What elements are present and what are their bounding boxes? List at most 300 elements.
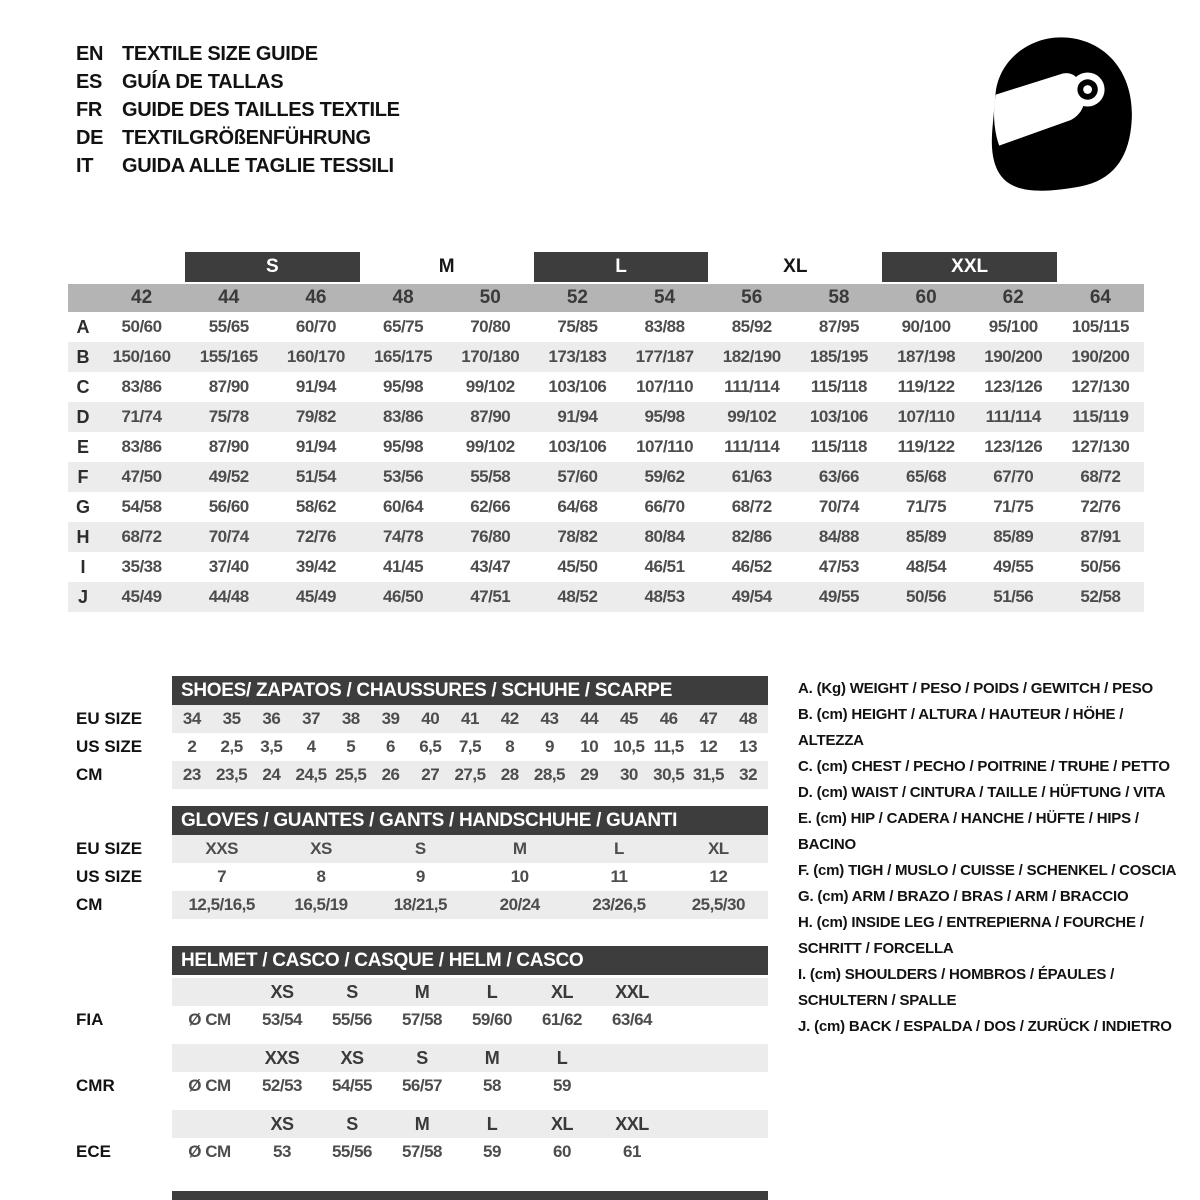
cutoff-section-bar xyxy=(172,1191,768,1200)
helmet-value-cell: 59/60 xyxy=(471,1010,513,1029)
size-cell: 68/72 xyxy=(731,497,772,516)
size-row-D xyxy=(68,402,1144,432)
size-cell: 190/200 xyxy=(1071,347,1130,366)
size-cell: 75/78 xyxy=(208,407,249,426)
size-cell: 49/52 xyxy=(208,467,249,486)
helmet-standard-label: ECE xyxy=(76,1142,111,1161)
shoes-cell: 3,5 xyxy=(260,737,283,756)
shoes-cell: 46 xyxy=(659,709,678,728)
gloves-row-label: US SIZE xyxy=(76,867,143,886)
row-letter: I xyxy=(80,556,86,577)
gloves-cell: 10 xyxy=(510,867,529,886)
shoes-cell: 36 xyxy=(262,709,281,728)
shoes-section-header: SHOES/ ZAPATOS / CHAUSSURES / SCHUHE / SCARPE xyxy=(172,676,768,705)
size-cell: 49/55 xyxy=(993,557,1034,576)
size-cell: 165/175 xyxy=(374,347,433,366)
size-cell: 115/118 xyxy=(810,437,867,456)
size-cell: 55/58 xyxy=(470,467,511,486)
gloves-row-label: EU SIZE xyxy=(76,839,143,858)
row-letter: E xyxy=(76,436,89,457)
helmet-size-label: S xyxy=(346,1113,358,1134)
diameter-label: Ø CM xyxy=(188,1010,231,1029)
helmet-size-label: S xyxy=(416,1047,428,1068)
gloves-row-0 xyxy=(172,835,768,863)
helmet-value-cell: 59 xyxy=(483,1142,501,1161)
helmet-size-label: M xyxy=(414,981,430,1002)
helmet-value-cell: 57/58 xyxy=(401,1142,443,1161)
size-cell: 60/64 xyxy=(383,497,424,516)
helmet-size-label: M xyxy=(484,1047,500,1068)
diameter-label: Ø CM xyxy=(188,1076,231,1095)
language-title: GUÍA DE TALLAS xyxy=(122,70,284,93)
column-header: 54 xyxy=(654,287,676,308)
size-cell: 46/51 xyxy=(644,557,685,576)
language-code: DE xyxy=(76,126,104,149)
gloves-cell: XXS xyxy=(205,839,238,858)
shoes-row-1 xyxy=(172,733,768,761)
shoes-cell: 37 xyxy=(302,709,321,728)
size-cell: 49/55 xyxy=(818,587,859,606)
helmet-value-cell: 61/62 xyxy=(541,1010,583,1029)
size-cell: 67/70 xyxy=(993,467,1034,486)
size-cell: 80/84 xyxy=(644,527,685,546)
helmet-value-cell: 53 xyxy=(273,1142,291,1161)
shoes-cell: 42 xyxy=(500,709,519,728)
shoes-cell: 40 xyxy=(421,709,440,728)
shoes-row-0 xyxy=(172,705,768,733)
helmet-values-row-fia xyxy=(172,1006,768,1034)
row-letter: F xyxy=(77,466,89,487)
size-cell: 66/70 xyxy=(644,497,685,516)
shoes-cell: 13 xyxy=(739,737,758,756)
helmet-size-label: XXL xyxy=(615,1113,649,1134)
language-title: GUIDA ALLE TAGLIE TESSILI xyxy=(122,154,394,177)
size-cell: 59/62 xyxy=(644,467,685,486)
shoes-cell: 11,5 xyxy=(653,737,684,756)
size-cell: 119/122 xyxy=(897,377,955,396)
language-row xyxy=(76,96,400,124)
size-cell: 45/49 xyxy=(121,587,162,606)
size-cell: 177/187 xyxy=(635,347,694,366)
size-cell: 39/42 xyxy=(295,557,336,576)
size-cell: 91/94 xyxy=(557,407,598,426)
shoes-cell: 27,5 xyxy=(454,765,486,784)
helmet-size-label: XS xyxy=(270,1113,294,1134)
size-cell: 182/190 xyxy=(722,347,781,366)
size-cell: 83/88 xyxy=(644,317,685,336)
measurement-rows xyxy=(68,312,1144,612)
size-cell: 75/85 xyxy=(557,317,598,336)
shoes-cell: 2 xyxy=(187,737,197,756)
helmet-size-label: XXS xyxy=(264,1047,300,1068)
size-cell: 68/72 xyxy=(121,527,162,546)
shoes-cell: 23 xyxy=(182,765,201,784)
size-cell: 99/102 xyxy=(465,377,515,396)
size-cell: 160/170 xyxy=(286,347,345,366)
helmet-value-cell: 56/57 xyxy=(401,1076,443,1095)
size-cell: 44/48 xyxy=(208,587,249,606)
helmet-value-cell: 53/54 xyxy=(261,1010,303,1029)
shoes-cell: 4 xyxy=(306,737,316,756)
shoes-cell: 39 xyxy=(381,709,400,728)
size-cell: 111/114 xyxy=(724,437,780,456)
legend-item: H. (cm) INSIDE LEG / ENTREPIERNA / FOURCHE / SCHRITT / FORCELLA xyxy=(798,914,1144,957)
size-cell: 62/66 xyxy=(470,497,511,516)
size-cell: 56/60 xyxy=(208,497,249,516)
size-row-G xyxy=(68,492,1144,522)
size-cell: 85/89 xyxy=(906,527,947,546)
size-cell: 35/38 xyxy=(121,557,162,576)
shoes-cell: 6,5 xyxy=(419,737,442,756)
size-row-I xyxy=(68,552,1144,582)
shoes-cell: 48 xyxy=(739,709,758,728)
size-cell: 49/54 xyxy=(731,587,772,606)
size-cell: 99/102 xyxy=(465,437,515,456)
size-cell: 87/95 xyxy=(818,317,859,336)
size-cell: 61/63 xyxy=(731,467,772,486)
gloves-cell: S xyxy=(414,839,426,858)
size-cell: 85/89 xyxy=(993,527,1034,546)
size-cell: 71/75 xyxy=(906,497,947,516)
size-cell: 84/88 xyxy=(818,527,859,546)
size-cell: 52/58 xyxy=(1080,587,1121,606)
helmet-size-label: S xyxy=(346,981,358,1002)
gloves-cell: 18/21,5 xyxy=(393,895,447,914)
size-cell: 105/115 xyxy=(1071,317,1129,336)
shoes-cell: 44 xyxy=(580,709,599,728)
column-header: 56 xyxy=(741,287,763,308)
shoes-cell: 25,5 xyxy=(335,765,367,784)
size-row-A xyxy=(68,312,1144,342)
row-letter: D xyxy=(76,406,90,427)
column-header: 62 xyxy=(1002,287,1024,308)
size-cell: 87/91 xyxy=(1080,527,1121,546)
helmet-values-row-cmr xyxy=(172,1072,768,1100)
column-header: 46 xyxy=(305,287,327,308)
size-cell: 45/49 xyxy=(295,587,336,606)
size-cell: 48/53 xyxy=(644,587,685,606)
size-cell: 48/54 xyxy=(906,557,947,576)
size-row-C xyxy=(68,372,1144,402)
helmet-value-cell: 55/56 xyxy=(331,1142,373,1161)
size-cell: 47/51 xyxy=(470,587,511,606)
size-cell: 47/53 xyxy=(818,557,859,576)
language-code: ES xyxy=(76,70,103,93)
size-cell: 99/102 xyxy=(727,407,777,426)
language-title-list xyxy=(76,40,400,180)
column-header: 42 xyxy=(131,287,153,308)
racing-helmet-icon xyxy=(972,30,1142,200)
size-cell: 87/90 xyxy=(470,407,511,426)
size-group-header xyxy=(68,252,1144,282)
size-cell: 90/100 xyxy=(901,317,951,336)
helmet-size-label: XS xyxy=(270,981,294,1002)
size-row-J xyxy=(68,582,1144,612)
shoes-cell: 38 xyxy=(341,709,360,728)
row-letter: C xyxy=(76,376,90,397)
helmet-sizes-row-cmr xyxy=(172,1044,768,1072)
gloves-cell: 11 xyxy=(610,867,628,886)
size-cell: 127/130 xyxy=(1071,377,1130,396)
helmet-size-label: L xyxy=(486,1113,498,1134)
gloves-cell: 7 xyxy=(217,867,227,886)
language-row xyxy=(76,152,400,180)
legend-item: I. (cm) SHOULDERS / HOMBROS / ÉPAULES / SCHULTERN / SPALLE xyxy=(798,966,1115,1009)
size-cell: 51/54 xyxy=(295,467,336,486)
size-cell: 103/106 xyxy=(809,407,868,426)
language-title: TEXTILE SIZE GUIDE xyxy=(122,42,318,65)
helmet-size-label: XXL xyxy=(615,981,649,1002)
shoes-cell: 32 xyxy=(739,765,758,784)
size-row-E xyxy=(68,432,1144,462)
gloves-cell: 9 xyxy=(415,867,425,886)
shoes-cell: 31,5 xyxy=(692,765,724,784)
row-letter: H xyxy=(76,526,90,547)
helmet-size-label: XL xyxy=(550,981,573,1002)
size-cell: 107/110 xyxy=(897,407,955,426)
size-cell: 63/66 xyxy=(818,467,859,486)
helmet-value-cell: 52/53 xyxy=(261,1076,303,1095)
shoes-cell: 35 xyxy=(222,709,241,728)
size-cell: 46/50 xyxy=(383,587,424,606)
gloves-cell: XL xyxy=(707,839,729,858)
size-group-l: L xyxy=(534,252,708,282)
column-header: 64 xyxy=(1089,287,1111,308)
gloves-row-label: CM xyxy=(76,895,103,914)
size-cell: 78/82 xyxy=(557,527,598,546)
gloves-cell: 8 xyxy=(316,867,326,886)
column-header: 50 xyxy=(479,287,501,308)
size-cell: 58/62 xyxy=(295,497,336,516)
column-header: 52 xyxy=(566,287,588,308)
size-cell: 190/200 xyxy=(984,347,1043,366)
size-cell: 70/74 xyxy=(818,497,859,516)
shoes-cell: 8 xyxy=(505,737,515,756)
helmet-value-cell: 61 xyxy=(623,1142,641,1161)
legend-item: C. (cm) CHEST / PECHO / POITRINE / TRUHE / PETTO xyxy=(798,758,1170,775)
gloves-cell: 16,5/19 xyxy=(294,895,348,914)
size-cell: 50/56 xyxy=(1080,557,1121,576)
column-header: 58 xyxy=(828,287,850,308)
legend-item: D. (cm) WAIST / CINTURA / TAILLE / HÜFTUNG / VITA xyxy=(798,784,1166,801)
shoes-cell: 5 xyxy=(346,737,356,756)
helmet-sizes-row-ece xyxy=(172,1110,768,1138)
size-cell: 51/56 xyxy=(993,587,1034,606)
size-cell: 91/94 xyxy=(295,437,336,456)
helmet-standard-label: CMR xyxy=(76,1076,115,1095)
helmet-value-cell: 57/58 xyxy=(401,1010,443,1029)
size-row-B xyxy=(68,342,1144,372)
language-row xyxy=(76,68,400,96)
size-cell: 83/86 xyxy=(121,377,162,396)
language-row xyxy=(76,124,400,152)
size-cell: 53/56 xyxy=(383,467,424,486)
size-cell: 68/72 xyxy=(1080,467,1121,486)
helmet-size-label: L xyxy=(556,1047,568,1068)
gloves-section-header: GLOVES / GUANTES / GANTS / HANDSCHUHE / GUANTI xyxy=(172,806,768,835)
size-cell: 107/110 xyxy=(636,377,694,396)
helmet-size-label: L xyxy=(486,981,498,1002)
diameter-label: Ø CM xyxy=(188,1142,231,1161)
size-cell: 150/160 xyxy=(112,347,171,366)
size-cell: 95/98 xyxy=(383,437,424,456)
size-cell: 103/106 xyxy=(548,377,607,396)
gloves-row-1 xyxy=(172,863,768,891)
shoes-row-label: EU SIZE xyxy=(76,709,143,728)
measurement-legend xyxy=(798,676,1190,1040)
size-cell: 72/76 xyxy=(295,527,336,546)
size-cell: 95/98 xyxy=(383,377,424,396)
size-cell: 50/60 xyxy=(121,317,162,336)
size-cell: 70/74 xyxy=(208,527,249,546)
shoes-cell: 24 xyxy=(262,765,281,784)
gloves-cell: 25,5/30 xyxy=(691,895,745,914)
helmet-standard-label: FIA xyxy=(76,1010,104,1029)
size-cell: 57/60 xyxy=(557,467,598,486)
shoes-cell: 10,5 xyxy=(613,737,645,756)
helmet-value-cell: 60 xyxy=(553,1142,571,1161)
size-cell: 76/80 xyxy=(470,527,511,546)
size-cell: 155/165 xyxy=(199,347,258,366)
size-row-H xyxy=(68,522,1144,552)
size-cell: 103/106 xyxy=(548,437,607,456)
helmet-value-cell: 58 xyxy=(483,1076,501,1095)
shoes-row-label: US SIZE xyxy=(76,737,143,756)
size-cell: 185/195 xyxy=(809,347,868,366)
row-letter: B xyxy=(76,346,90,367)
size-cell: 87/90 xyxy=(208,377,249,396)
shoes-cell: 9 xyxy=(544,737,554,756)
helmet-size-label: XS xyxy=(340,1047,364,1068)
size-cell: 82/86 xyxy=(731,527,772,546)
language-code: EN xyxy=(76,42,104,65)
size-cell: 170/180 xyxy=(461,347,520,366)
shoes-cell: 6 xyxy=(386,737,395,756)
size-cell: 60/70 xyxy=(295,317,336,336)
gloves-cell: L xyxy=(614,839,624,858)
shoes-cell: 45 xyxy=(619,709,638,728)
size-cell: 85/92 xyxy=(731,317,772,336)
size-cell: 95/98 xyxy=(644,407,685,426)
language-code: FR xyxy=(76,98,103,121)
helmet-values-row-ece xyxy=(172,1138,768,1166)
size-cell: 54/58 xyxy=(121,497,162,516)
size-group-xxl: XXL xyxy=(882,252,1056,282)
size-group-xl: XL xyxy=(783,256,808,277)
shoes-cell: 7,5 xyxy=(458,737,482,756)
size-cell: 83/86 xyxy=(121,437,162,456)
column-header: 48 xyxy=(392,287,414,308)
legend-item: F. (cm) TIGH / MUSLO / CUISSE / SCHENKEL / COSCIA xyxy=(798,862,1177,879)
language-title: GUIDE DES TAILLES TEXTILE xyxy=(122,98,400,121)
size-cell: 91/94 xyxy=(295,377,336,396)
size-cell: 123/126 xyxy=(984,437,1043,456)
size-number-header xyxy=(68,284,1144,312)
legend-item: B. (cm) HEIGHT / ALTURA / HAUTEUR / HÖHE / ALTEZZA xyxy=(798,706,1124,749)
size-cell: 87/90 xyxy=(208,437,249,456)
size-group-s: S xyxy=(185,252,359,282)
textile-size-table xyxy=(68,252,1144,612)
size-cell: 115/119 xyxy=(1072,407,1129,426)
gloves-cell: 12,5/16,5 xyxy=(188,895,255,914)
shoes-cell: 2,5 xyxy=(220,737,243,756)
language-code: IT xyxy=(76,154,94,177)
size-cell: 64/68 xyxy=(557,497,598,516)
gloves-cell: 23/26,5 xyxy=(592,895,646,914)
legend-item: E. (cm) HIP / CADERA / HANCHE / HÜFTE / HIPS / BACINO xyxy=(798,810,1139,853)
shoes-cell: 29 xyxy=(580,765,599,784)
helmet-value-cell: 55/56 xyxy=(331,1010,373,1029)
size-cell: 65/75 xyxy=(383,317,424,336)
shoes-cell: 30,5 xyxy=(653,765,685,784)
helmet-size-label: XL xyxy=(550,1113,573,1134)
size-cell: 41/45 xyxy=(383,557,424,576)
language-title: TEXTILGRÖßENFÜHRUNG xyxy=(122,126,371,149)
legend-item: J. (cm) BACK / ESPALDA / DOS / ZURÜCK / INDIETRO xyxy=(798,1018,1172,1035)
size-cell: 46/52 xyxy=(731,557,772,576)
shoes-cell: 24,5 xyxy=(295,765,327,784)
size-cell: 123/126 xyxy=(984,377,1043,396)
helmet-size-label: M xyxy=(414,1113,430,1134)
size-cell: 107/110 xyxy=(636,437,694,456)
size-cell: 83/86 xyxy=(383,407,424,426)
size-cell: 72/76 xyxy=(1080,497,1121,516)
shoes-cell: 10 xyxy=(580,737,599,756)
gloves-cell: 20/24 xyxy=(499,895,540,914)
shoes-cell: 30 xyxy=(619,765,638,784)
helmet-sizes-row-fia xyxy=(172,978,768,1006)
gloves-cell: XS xyxy=(310,839,332,858)
size-cell: 65/68 xyxy=(906,467,947,486)
shoes-cell: 28,5 xyxy=(533,765,565,784)
shoes-cell: 47 xyxy=(699,709,718,728)
size-cell: 111/114 xyxy=(724,377,780,396)
shoes-row-label: CM xyxy=(76,765,103,784)
shoes-cell: 43 xyxy=(540,709,559,728)
shoes-row-2 xyxy=(172,761,768,789)
size-row-F xyxy=(68,462,1144,492)
size-cell: 74/78 xyxy=(383,527,424,546)
helmet-value-cell: 59 xyxy=(553,1076,571,1095)
shoes-cell: 41 xyxy=(461,709,479,728)
size-cell: 47/50 xyxy=(121,467,162,486)
shoes-cell: 34 xyxy=(182,709,201,728)
shoes-cell: 26 xyxy=(381,765,400,784)
size-cell: 70/80 xyxy=(470,317,511,336)
shoes-cell: 23,5 xyxy=(216,765,248,784)
size-cell: 37/40 xyxy=(208,557,249,576)
size-cell: 71/75 xyxy=(993,497,1034,516)
row-letter: G xyxy=(75,496,90,517)
gloves-row-2 xyxy=(172,891,768,919)
legend-item: A. (Kg) WEIGHT / PESO / POIDS / GEWITCH / PESO xyxy=(798,680,1153,697)
size-cell: 79/82 xyxy=(295,407,336,426)
language-row xyxy=(76,40,400,68)
size-cell: 50/56 xyxy=(906,587,947,606)
size-cell: 71/74 xyxy=(121,407,162,426)
helmet-section-header: HELMET / CASCO / CASQUE / HELM / CASCO xyxy=(172,946,768,975)
column-header: 44 xyxy=(218,287,240,308)
row-letter: J xyxy=(77,586,88,607)
shoes-cell: 27 xyxy=(421,765,440,784)
size-cell: 95/100 xyxy=(988,317,1038,336)
size-cell: 48/52 xyxy=(557,587,598,606)
helmet-value-cell: 54/55 xyxy=(331,1076,373,1095)
shoes-cell: 12 xyxy=(699,737,718,756)
helmet-value-cell: 63/64 xyxy=(611,1010,653,1029)
size-cell: 173/183 xyxy=(548,347,607,366)
legend-item: G. (cm) ARM / BRAZO / BRAS / ARM / BRACCIO xyxy=(798,888,1129,905)
